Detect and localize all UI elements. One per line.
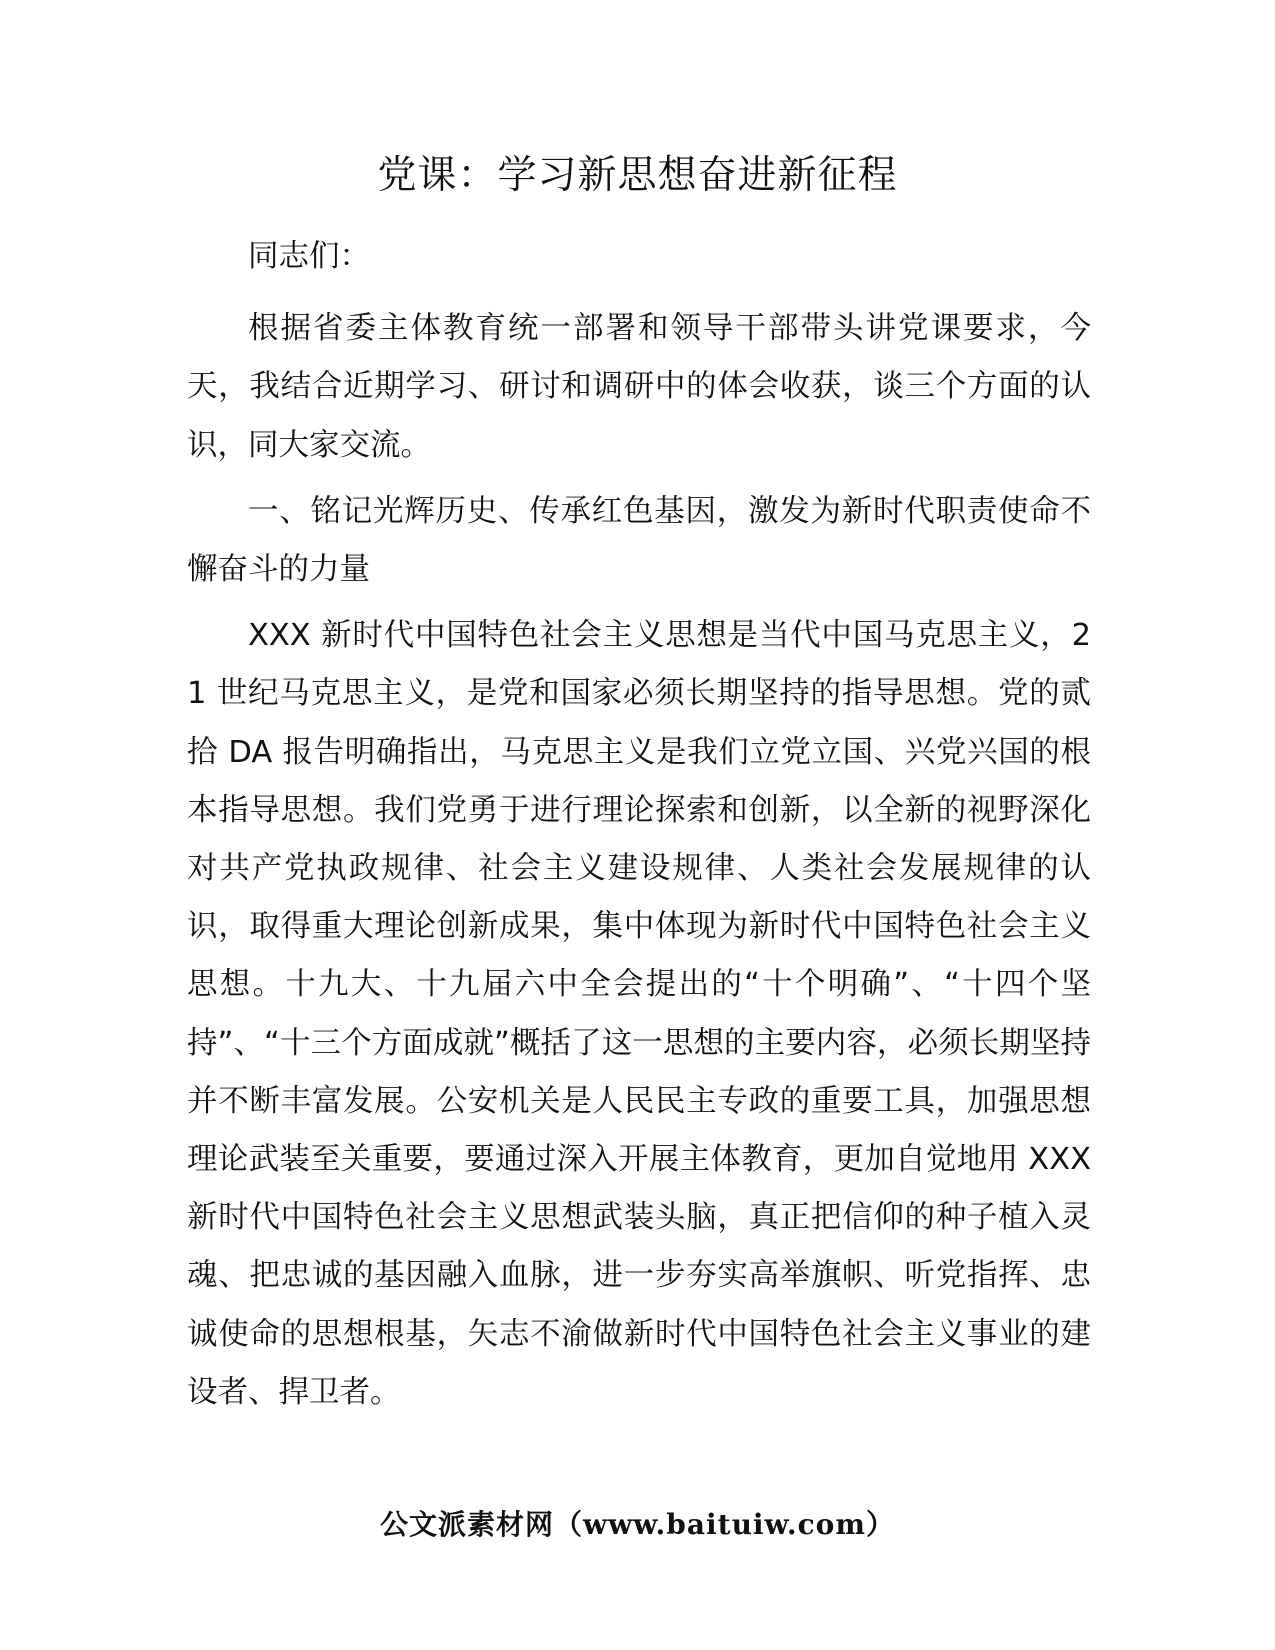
body-paragraph: XXX 新时代中国特色社会主义思想是当代中国马克思主义，21 世纪马克思主义，是党和国家必须长期坚持的指导思想。党的贰拾 DA 报告明确指出，马克思主义是我们立党立国、兴党兴国的根本指导思想。我们党勇于进行理论探索和创新，以全新的视野深化对共产党执政规律、社会主义建设规律、人类社会发展规律的认识，取得重大理论创新成果，集中体现为新时代中国特色社会主义思想。十九大、十九届六中全会提出的“十个明确”、“十四个坚持”、“十三个方面成就”概括了这一思想的主要内容，必须长期坚持并不断丰富发展。公安机关是人民民主专政的重要工具，加强思想理论武装至关重要，要通过深入开展主体教育，更加自觉地用 XXX 新时代中国特色社会主义思想武装头脑，真正把信仰的种子植入灵魂、把忠诚的基因融入血脉，进一步夯实高举旗帜、听党指挥、忠诚使命的思想根基，矢志不渝做新时代中国特色社会主义事业的建设者、捍卫者。 (187, 618, 1091, 1410)
salutation: 同志们： (248, 239, 370, 274)
document-title: 党课：学习新思想奋进新征程 (377, 153, 898, 198)
footer-watermark: 公文派素材网（www.baituiw.com） (380, 1508, 895, 1541)
document-body (187, 228, 1091, 1422)
section-heading: 一、铭记光辉历史、传承红色基因，激发为新时代职责使命不懈奋斗的力量 (187, 493, 1091, 588)
intro-paragraph: 根据省委主体教育统一部署和领导干部带头讲党课要求，今天，我结合近期学习、研讨和调研中的体会收获，谈三个方面的认识，同大家交流。 (187, 311, 1091, 463)
